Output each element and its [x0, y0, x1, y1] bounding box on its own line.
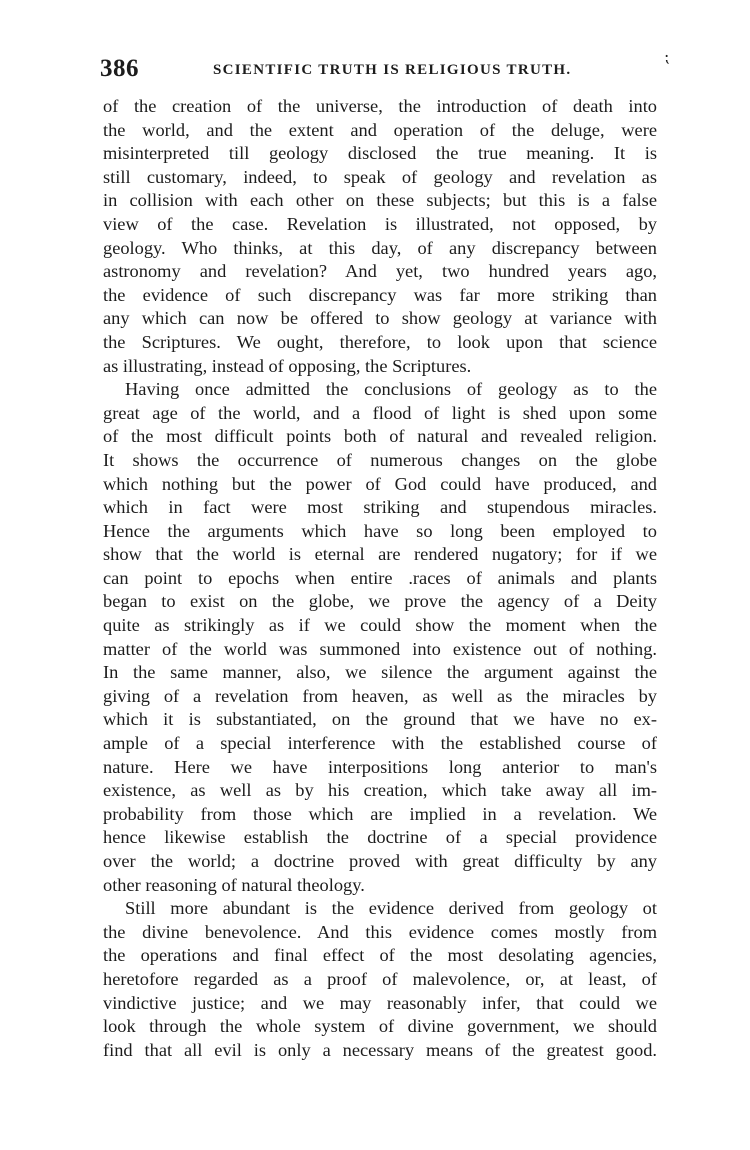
text-line: show that the world is eternal are rendered nugatory; for if we: [103, 544, 657, 565]
text-line: of the most difficult points both of natural and revealed religion.: [103, 426, 657, 447]
text-line: which it is substantiated, on the ground that we have no ex-: [103, 709, 657, 730]
text-line: hence likewise establish the doctrine of a special providence: [103, 827, 657, 848]
text-line: giving of a revelation from heaven, as well as the miracles by: [103, 685, 657, 706]
paragraph-1: [103, 95, 657, 378]
text-line: It shows the occurrence of numerous changes on the globe: [103, 449, 657, 470]
text-line: can point to epochs when entire .races of animals and plants: [103, 567, 657, 588]
text-line: Hence the arguments which have so long been employed to: [103, 520, 657, 541]
text-line: nature. Here we have interpositions long anterior to man's: [103, 756, 657, 777]
text-line: the evidence of such discrepancy was far more striking than: [103, 284, 657, 305]
text-line: over the world; a doctrine proved with great difficulty by any: [103, 851, 657, 871]
text-line: probability from those which are implied in a revelation. We: [103, 803, 657, 824]
text-line: which nothing but the power of God could have produced, and: [103, 473, 657, 494]
text-line: great age of the world, and a flood of light is shed upon some: [103, 402, 657, 423]
text-line: heretofore regarded as a proof of malevolence, or, at least, of: [103, 968, 657, 989]
text-line: geology. Who thinks, at this day, of any discrepancy between: [103, 237, 657, 258]
text-line: Still more abundant is the evidence derived from geology ot: [125, 898, 657, 919]
text-line: in collision with each other on these subjects; but this is a false: [103, 190, 657, 211]
text-line: In the same manner, also, we silence the argument against the: [103, 662, 657, 683]
text-line: the world, and the extent and operation of the deluge, were: [103, 119, 657, 140]
text-line: began to exist on the globe, we prove the agency of a Deity: [103, 591, 657, 612]
margin-mark: ⁏: [664, 49, 670, 66]
text-line: misinterpreted till geology disclosed the true meaning. It is: [103, 143, 657, 164]
paragraph-3: [103, 897, 657, 1062]
text-line: existence, as well as by his creation, which take away all im-: [103, 780, 657, 801]
text-line: astronomy and revelation? And yet, two hundred years ago,: [103, 261, 657, 282]
page-header: [100, 55, 660, 85]
text-line: vindictive justice; and we may reasonably infer, that could we: [103, 992, 657, 1013]
text-line: any which can now be offered to show geology at variance with: [103, 308, 657, 329]
paragraph-2: [103, 378, 657, 897]
text-line: look through the whole system of divine government, we should: [103, 1016, 657, 1037]
body-text: [103, 95, 657, 1062]
text-line: ample of a special interference with the established course of: [103, 733, 657, 754]
text-line: matter of the world was summoned into existence out of nothing.: [103, 638, 657, 659]
page-number: 386: [100, 55, 139, 82]
text-line: of the creation of the universe, the introduction of death into: [103, 96, 657, 116]
text-line: the operations and final effect of the most desolating agencies,: [103, 945, 657, 966]
text-line: which in fact were most striking and stupendous miracles.: [103, 497, 657, 518]
running-head: SCIENTIFIC TRUTH IS RELIGIOUS TRUTH.: [213, 62, 572, 78]
text-line: as illustrating, instead of opposing, the Scriptures.: [103, 355, 472, 376]
text-line: the Scriptures. We ought, therefore, to look upon that science: [103, 331, 657, 352]
text-line: quite as strikingly as if we could show the moment when the: [103, 615, 657, 636]
text-line: Having once admitted the conclusions of geology as to the: [125, 379, 657, 400]
text-line: view of the case. Revelation is illustrated, not opposed, by: [103, 213, 657, 234]
text-line: still customary, indeed, to speak of geology and revelation as: [103, 166, 657, 187]
text-line: other reasoning of natural theology.: [103, 874, 365, 895]
text-line: find that all evil is only a necessary means of the greatest good.: [103, 1039, 657, 1060]
text-line: the divine benevolence. And this evidence comes mostly from: [103, 921, 657, 942]
